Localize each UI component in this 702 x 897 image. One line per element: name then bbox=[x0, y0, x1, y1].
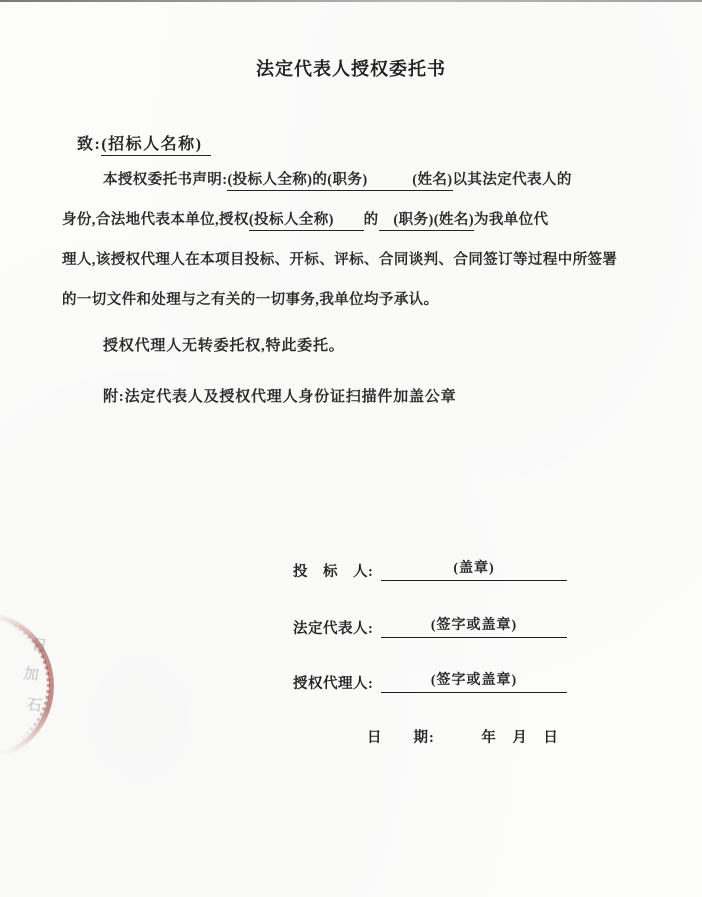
declaration-line-1 bbox=[62, 160, 647, 200]
bleed-through-mark: 加 bbox=[22, 666, 40, 684]
salutation-prefix: 致: bbox=[77, 136, 102, 153]
bidder-name-blank: (投标人全称) bbox=[249, 212, 364, 231]
attachment-note: 附:法定代表人及授权代理人身份证扫描件加盖公章 bbox=[103, 389, 457, 405]
bleed-through-mark: 日 bbox=[30, 637, 48, 655]
clause-no-subdelegation: 授权代理人无转委托权,特此委托。 bbox=[103, 338, 345, 354]
bidder-seal-blank: (盖章) bbox=[381, 557, 567, 581]
declaration-line-2 bbox=[62, 200, 647, 240]
scan-edge-artifact bbox=[0, 0, 702, 2]
bidder-title-name-blank: (投标人全称)的(职务) (姓名) bbox=[227, 172, 452, 191]
bleed-through-mark: 石 bbox=[25, 697, 43, 715]
bidder-signature-row bbox=[293, 557, 567, 581]
tenderer-name-blank: (招标人名称) bbox=[101, 136, 210, 156]
agent-signature-blank: (签字或盖章) bbox=[381, 669, 567, 693]
date-line: 日 期: 年 月 日 bbox=[367, 730, 559, 746]
legal-rep-signature-blank: (签字或盖章) bbox=[381, 614, 567, 638]
page-title: 法定代表人授权委托书 bbox=[256, 59, 446, 79]
salutation-line bbox=[77, 131, 211, 154]
legal-rep-signature-row bbox=[293, 614, 567, 638]
legal-rep-label: 法定代表人: bbox=[293, 621, 374, 637]
agent-title-name-blank: (职务)(姓名) bbox=[379, 212, 474, 231]
declaration-mid: 的 bbox=[363, 212, 379, 228]
declaration-line-3: 理人,该授权代理人在本项目投标、开标、评标、合同谈判、合同签订等过程中所签署 bbox=[62, 252, 618, 268]
declaration-tail-2: 为我单位代 bbox=[473, 212, 549, 228]
agent-label: 授权代理人: bbox=[293, 676, 374, 692]
declaration-paragraph bbox=[62, 160, 647, 320]
declaration-lead-2: 身份,合法地代表本单位,授权 bbox=[62, 212, 249, 228]
declaration-line-4: 的一切文件和处理与之有关的一切事务,我单位均予承认。 bbox=[62, 292, 439, 308]
declaration-tail: 以其法定代表人的 bbox=[452, 172, 572, 188]
bidder-label: 投 标 人: bbox=[293, 564, 374, 580]
agent-signature-row bbox=[293, 669, 567, 693]
declaration-lead: 本授权委托书声明: bbox=[103, 172, 228, 188]
